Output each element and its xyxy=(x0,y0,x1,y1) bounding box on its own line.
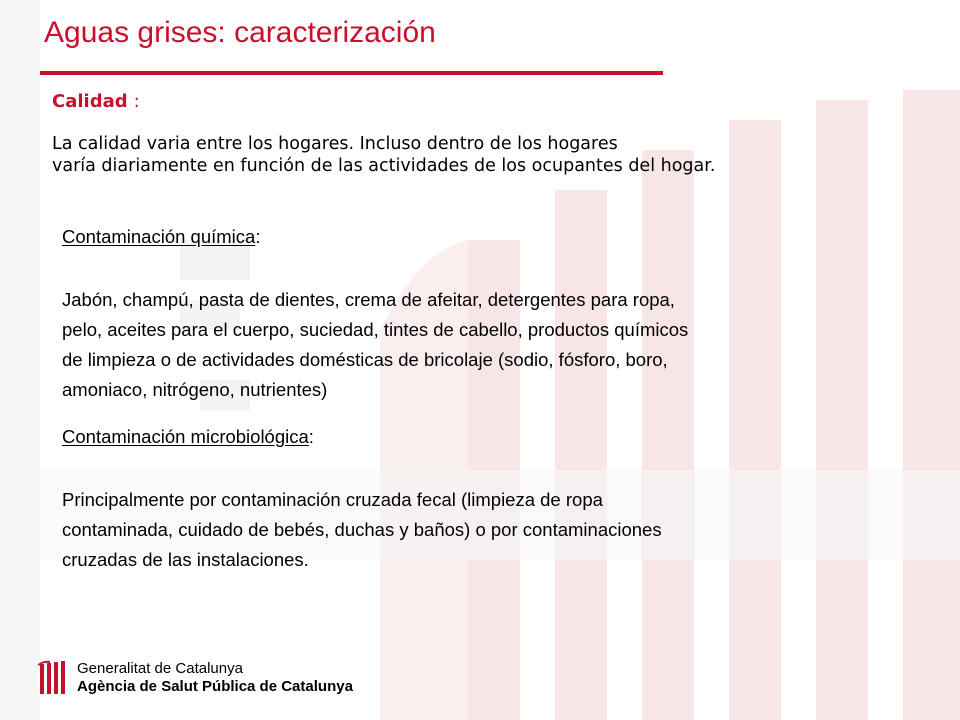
chemical-line: Jabón, champú, pasta de dientes, crema de afeitar, detergentes para ropa, xyxy=(62,289,675,310)
intro-line: La calidad varia entre los hogares. Incluso dentro de los hogares xyxy=(52,134,618,154)
section-label: Calidad xyxy=(52,91,128,112)
chemical-line: pelo, aceites para el cuerpo, suciedad, tintes de cabello, productos químicos xyxy=(62,319,689,340)
chemical-heading-label: Contaminación química xyxy=(62,226,256,247)
chemical-line: amoniaco, nitrógeno, nutrientes) xyxy=(62,379,328,400)
chemical-body xyxy=(62,285,922,405)
section-colon: : xyxy=(133,91,140,112)
intro-line: varía diariamente en función de las actividades de los ocupantes del hogar. xyxy=(52,156,716,176)
microbiological-line: contaminada, cuidado de bebés, duchas y baños) o por contaminaciones xyxy=(62,519,662,540)
footer-organization xyxy=(77,660,353,696)
slide-title: Aguas grises: caracterización xyxy=(44,16,436,49)
footer-line-generalitat: Generalitat de Catalunya xyxy=(77,660,243,677)
chemical-heading-colon: : xyxy=(255,226,261,247)
senyera-logo-icon xyxy=(38,660,70,694)
title-underline xyxy=(40,71,663,75)
microbiological-heading-label: Contaminación microbiológica xyxy=(62,426,309,447)
intro-paragraph xyxy=(52,133,932,177)
footer-line-agency: Agència de Salut Pública de Catalunya xyxy=(77,678,353,695)
section-heading xyxy=(52,91,140,112)
chemical-heading xyxy=(62,226,922,248)
microbiological-line: Principalmente por contaminación cruzada fecal (limpieza de ropa xyxy=(62,489,603,510)
microbiological-line: cruzadas de las instalaciones. xyxy=(62,549,309,570)
microbiological-heading-colon: : xyxy=(308,426,314,447)
microbiological-body xyxy=(62,485,922,575)
chemical-line: de limpieza o de actividades domésticas de bricolaje (sodio, fósforo, boro, xyxy=(62,349,668,370)
microbiological-heading xyxy=(62,426,922,448)
